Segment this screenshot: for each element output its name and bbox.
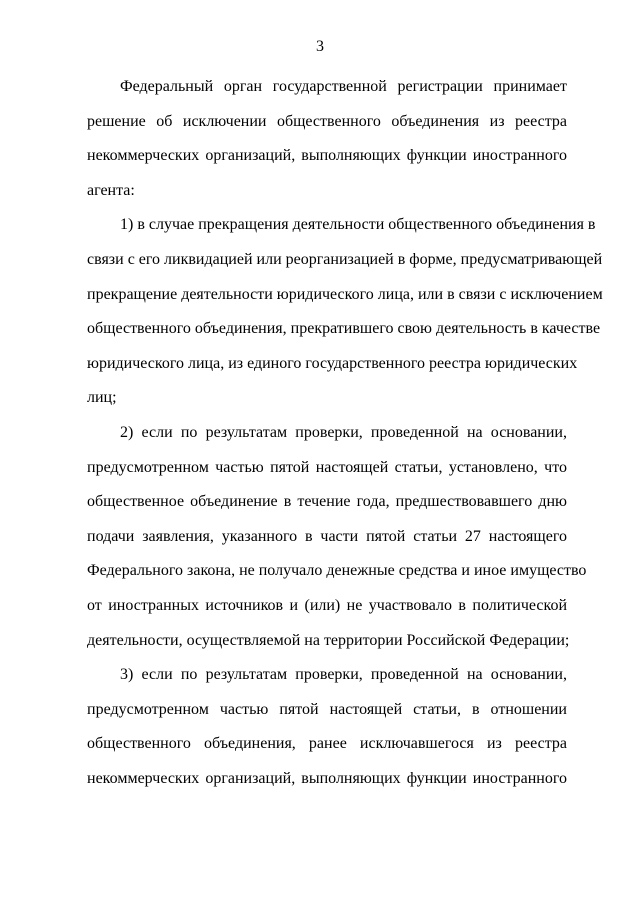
- paragraph-item-2: [87, 416, 587, 658]
- text-line: юридического лица, из единого государственного реестра юридических: [87, 354, 578, 372]
- text-line: общественное объединение в течение года, предшествовавшего дню: [87, 493, 567, 511]
- page-number: 3: [316, 38, 324, 55]
- text-line: Федеральный орган государственной регистрации принимает: [120, 78, 567, 95]
- text-line: общественного объединения, ранее исключавшегося из реестра: [87, 735, 567, 753]
- text-line: лиц;: [87, 389, 117, 407]
- text-line: предусмотренном частью пятой настоящей статьи, в отношении: [87, 700, 567, 718]
- text-line: 2) если по результатам проверки, проведенной на основании,: [120, 423, 567, 441]
- text-line: 3) если по результатам проверки, проведенной на основании,: [120, 666, 567, 684]
- text-line: от иностранных источников и (или) не участвовало в политической: [87, 596, 567, 614]
- text-line: подачи заявления, указанного в части пятой статьи 27 настоящего: [87, 527, 567, 545]
- text-line: некоммерческих организаций, выполняющих функции иностранного: [87, 147, 567, 165]
- text-line: некоммерческих организаций, выполняющих функции иностранного: [87, 769, 567, 787]
- text-line: деятельности, осуществляемой на территории Российской Федерации;: [87, 631, 570, 649]
- paragraph-intro: [87, 70, 567, 208]
- text-line: агента:: [87, 181, 135, 199]
- document-body: [87, 70, 603, 796]
- text-line: общественного объединения, прекратившего свою деятельность в качестве: [87, 320, 601, 338]
- text-line: Федерального закона, не получало денежные средства и иное имущество: [87, 562, 587, 580]
- text-line: решение об исключении общественного объединения из реестра: [87, 112, 567, 130]
- text-line: предусмотренном частью пятой настоящей статьи, установлено, что: [87, 458, 567, 476]
- text-line: прекращение деятельности юридического лица, или в связи с исключением: [87, 285, 603, 303]
- text-line: связи с его ликвидацией или реорганизацией в форме, предусматривающей: [87, 250, 603, 268]
- text-line: 1) в случае прекращения деятельности общественного объединения в: [120, 216, 596, 234]
- paragraph-item-1: [87, 208, 603, 416]
- paragraph-item-3: [87, 658, 567, 796]
